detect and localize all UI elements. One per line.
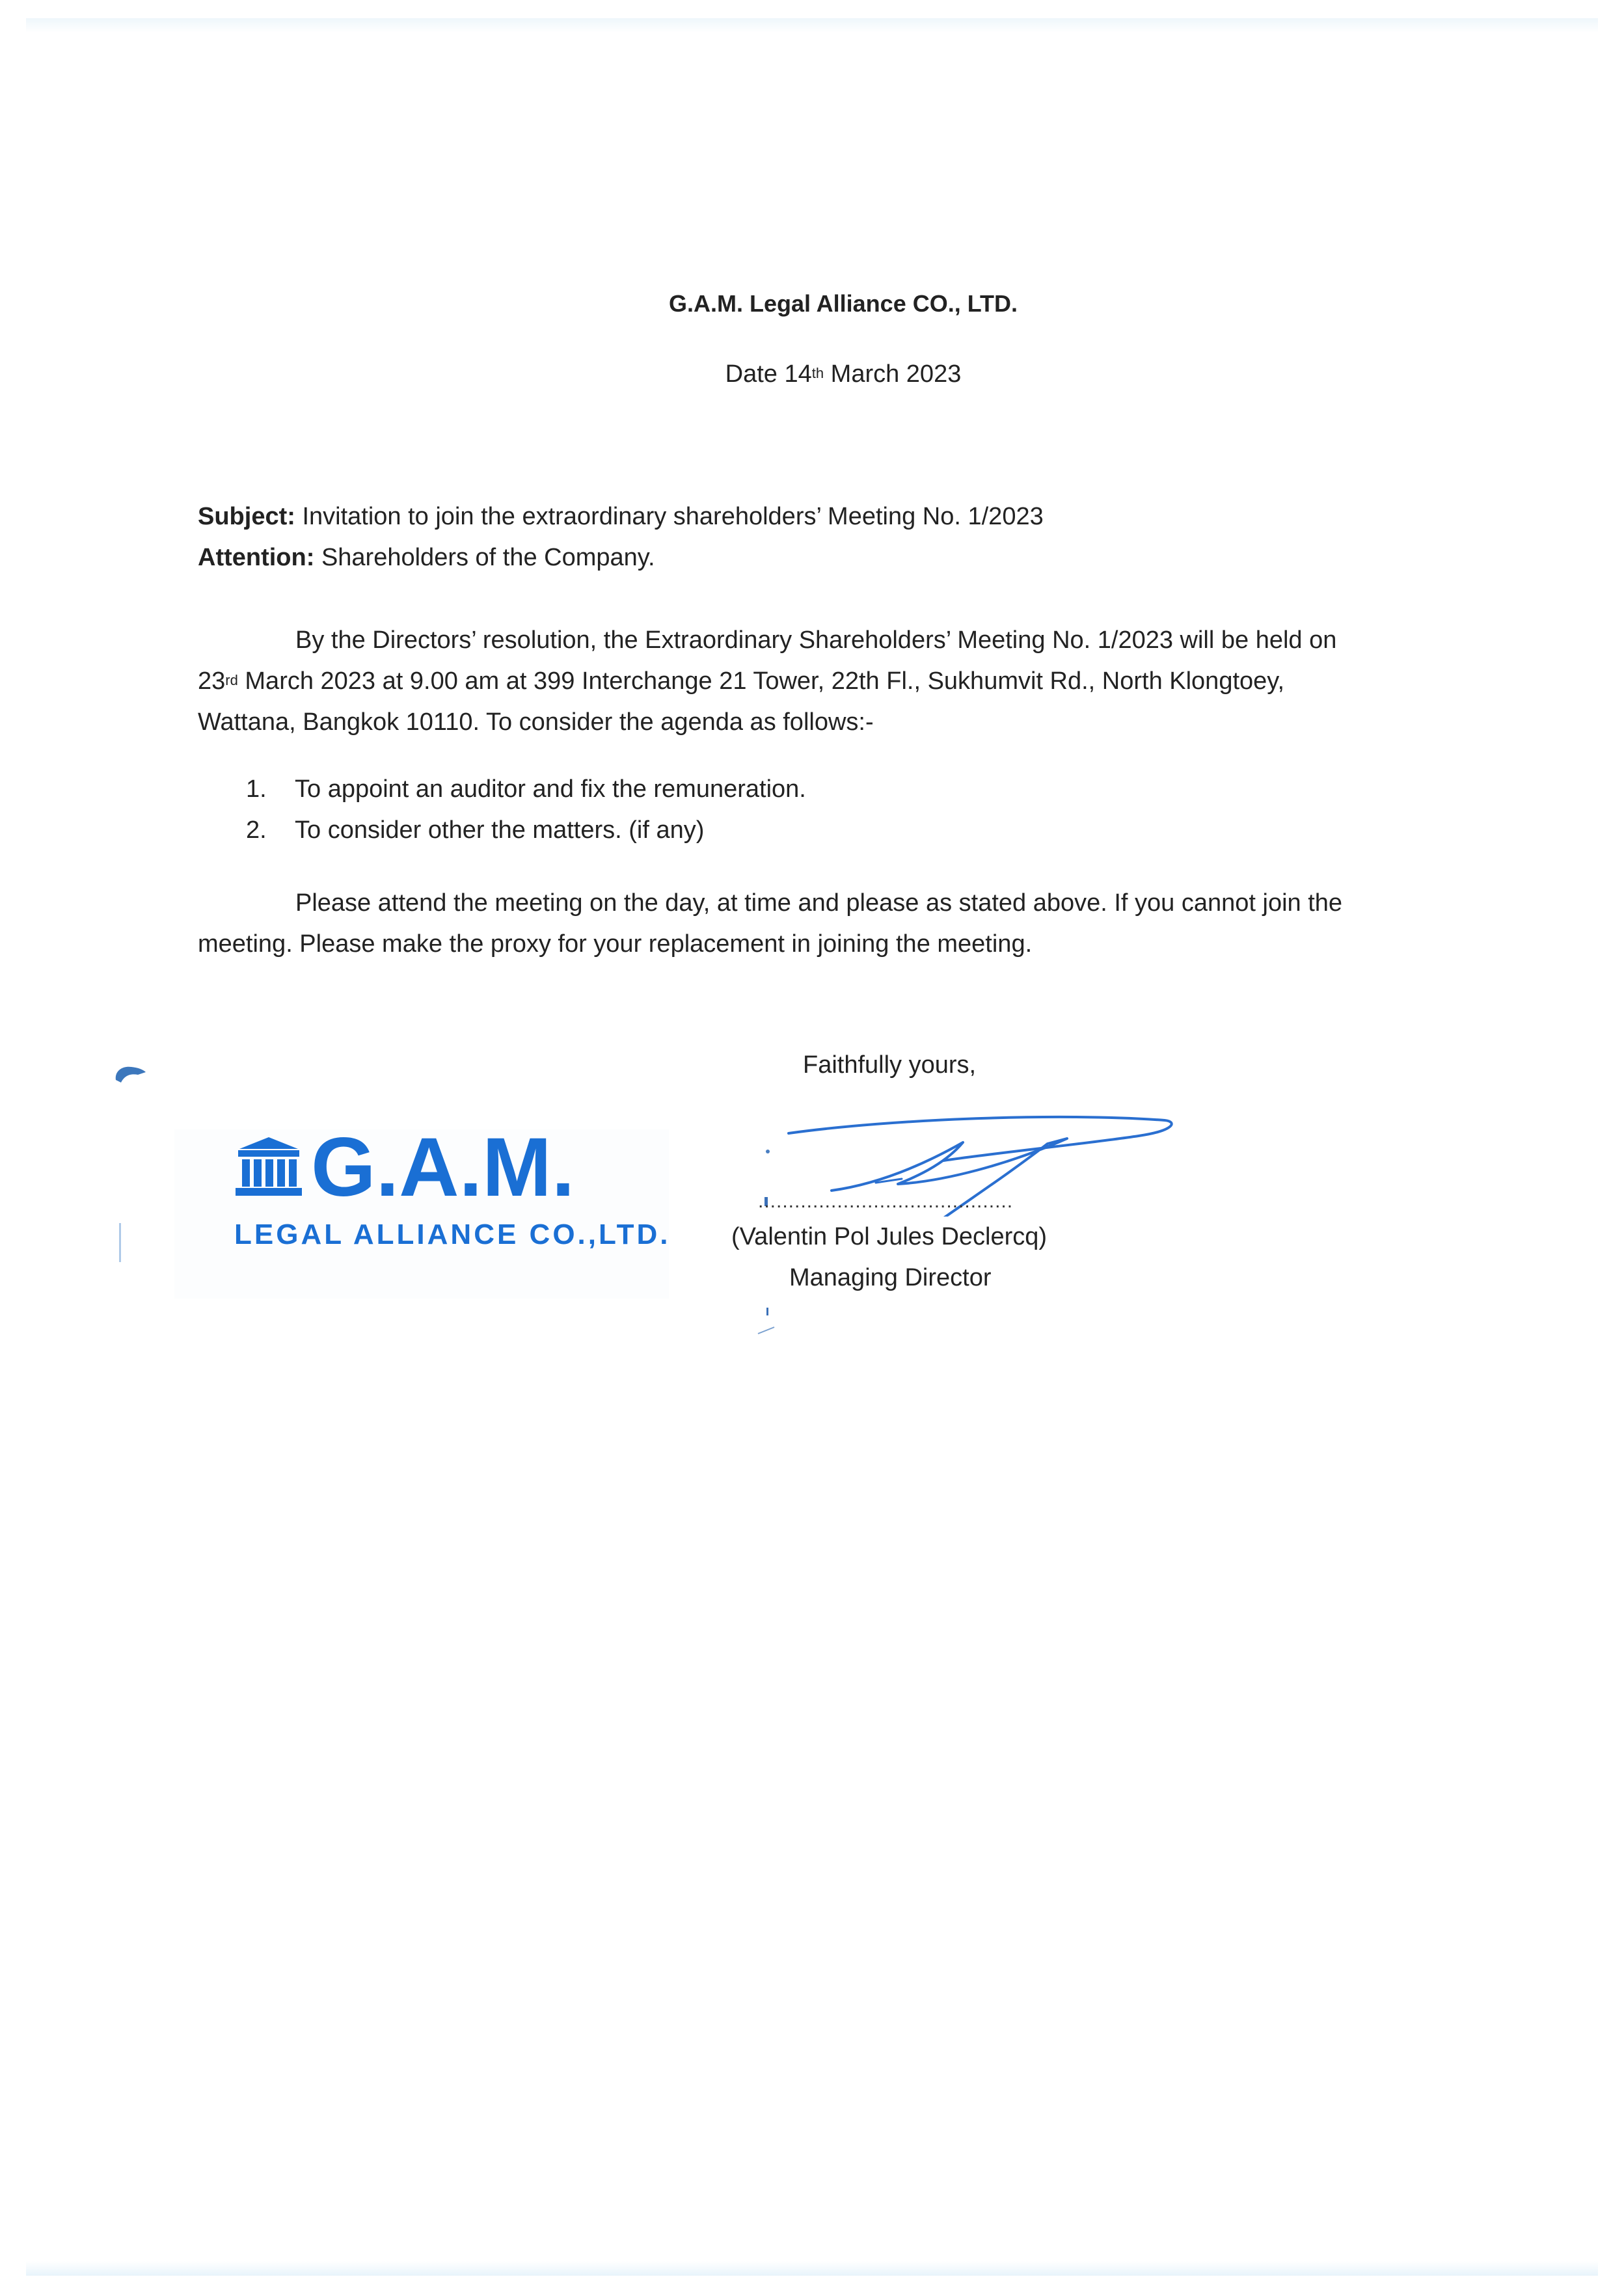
closing-salutation: Faithfully yours, (803, 1051, 977, 1079)
company-stamp-graphic (174, 1129, 669, 1299)
stamp-subtext: LEGAL ALLIANCE CO.,LTD. (234, 1219, 669, 1250)
agenda-item-text: To consider other the matters. (if any) (295, 816, 705, 844)
signature-dotted-line: .......................................... (758, 1191, 1014, 1212)
para1-line1-text: By the Directors’ resolution, the Extraordinary Shareholders’ Meeting No. 1/2023 will be held on (295, 626, 1337, 654)
attendance-paragraph-line-2: meeting. Please make the proxy for your replacement in joining the meeting. (198, 930, 1033, 958)
subject-label: Subject: (198, 503, 295, 530)
date-line (0, 360, 1624, 388)
subject-block (198, 496, 1434, 578)
date-suffix: th (811, 365, 824, 381)
scan-edge-top (26, 18, 1598, 33)
scan-edge-bottom (26, 2261, 1598, 2276)
agenda-item-number: 2. (246, 816, 267, 844)
attendance-paragraph (198, 883, 1467, 965)
company-stamp (174, 1129, 669, 1299)
meeting-paragraph-line-1 (198, 620, 1467, 661)
attention-label: Attention: (198, 544, 315, 571)
meeting-paragraph (198, 620, 1467, 743)
para1-day: 23 (198, 667, 226, 695)
agenda-list (246, 769, 1352, 851)
agenda-item (246, 769, 1352, 810)
stamp-smudge (112, 1060, 148, 1086)
meeting-paragraph-line-3: Wattana, Bangkok 10110. To consider the agenda as follows:- (198, 708, 874, 736)
agenda-item (246, 810, 1352, 851)
signer-name: (Valentin Pol Jules Declercq) (731, 1223, 1048, 1250)
agenda-item-text: To appoint an auditor and fix the remuneration. (295, 775, 806, 803)
agenda-item-number: 1. (246, 775, 267, 803)
para1-line2-text: March 2023 at 9.00 am at 399 Interchange 21 Tower, 22th Fl., Sukhumvit Rd., North Klongtoey, (237, 667, 1285, 695)
para2-line1-text: Please attend the meeting on the day, at time and please as stated above. If you cannot join the (295, 889, 1343, 917)
signer-title: Managing Director (789, 1264, 992, 1291)
subject-line (198, 496, 1434, 537)
subject-text: Invitation to join the extraordinary shareholders’ Meeting No. 1/2023 (295, 503, 1044, 530)
meeting-paragraph-line-2 (198, 661, 1467, 702)
date-prefix: Date 14 (725, 360, 812, 388)
para1-day-suffix: rd (225, 672, 238, 688)
date-rest: March 2023 (824, 360, 962, 388)
attention-line (198, 537, 1434, 578)
stamp-edge-mark (117, 1223, 124, 1262)
stamp-logo-text: G.A.M. (311, 1129, 575, 1214)
attention-text: Shareholders of the Company. (314, 544, 655, 571)
company-header: G.A.M. Legal Alliance CO., LTD. (668, 290, 1018, 317)
attendance-paragraph-line-1 (198, 883, 1467, 924)
